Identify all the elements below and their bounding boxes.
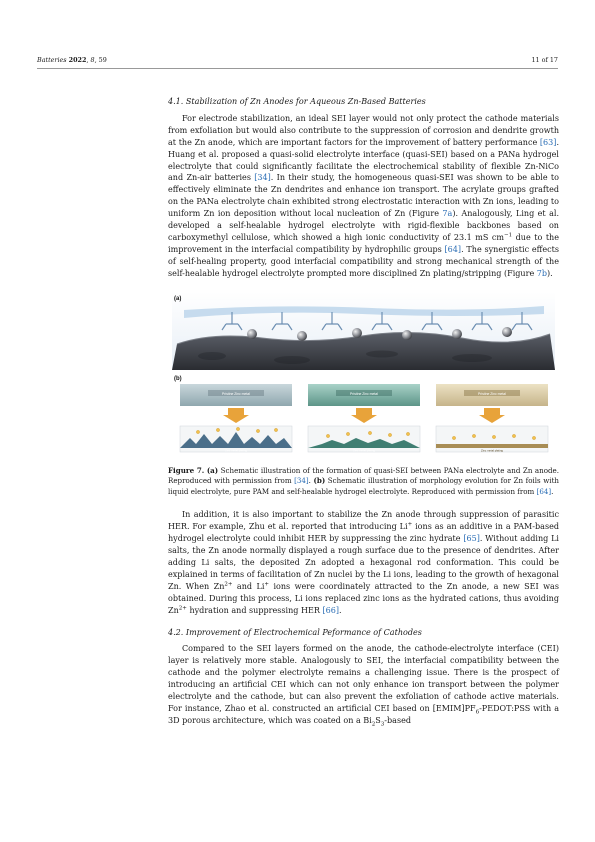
- text-run: ions were coordinately attracted to the Zn anode, a new SEI was obtained. During this process, Li ions replaced zinc ions as the hydrated cations, thus avoiding Zn: [168, 581, 559, 615]
- caption-label: Figure 7.: [168, 465, 205, 475]
- caption-part-label: (b): [313, 476, 326, 486]
- figure-7b-illustration: [172, 374, 555, 454]
- text-run: In addition, it is also important to stabilize the Zn anode through suppression of parasitic HER. For example, Zhu et al. reported that introducing Li: [168, 510, 559, 532]
- text-run: Schematic illustration of the formation of quasi-SEI between PANa electrolyte and Zn anode. Reproduced with permission from: [168, 465, 559, 486]
- figure-7a-label: (a): [174, 295, 182, 302]
- panel-title: Pristine Zinc metal: [478, 391, 506, 396]
- citation-link[interactable]: [65]: [463, 534, 480, 544]
- panel-caption: Zinc metal plating: [225, 447, 247, 452]
- spacer: [168, 497, 559, 509]
- figure-7: [168, 292, 559, 454]
- subscript: 6: [475, 709, 480, 716]
- subscript: 3: [380, 721, 385, 728]
- superscript: +: [407, 521, 413, 528]
- text-run: .: [308, 476, 314, 486]
- text-run: .: [551, 486, 554, 496]
- spacer: [168, 617, 559, 627]
- citation-link[interactable]: [66]: [322, 605, 340, 615]
- text-run: . The synergistic effects of self-healing property, good interfacial compatibility and strong mechanical strength of the self-healable hydrogel electrolyte prompted more disciplined Zn plating/stripping (Figure: [168, 244, 559, 278]
- superscript: −1: [504, 232, 513, 239]
- text-run: . Huang et al. proposed a quasi-solid electrolyte interface (quasi-SEI) based on a PANa hydrogel electrolyte that could significantly facilitate the electrochemical stability of flexible Zn-NiCo and Zn-air batteries: [168, 137, 559, 183]
- text-run: due to the improvement in the interfacial compatibility by hydrophilic groups: [168, 232, 559, 254]
- page-number: 11 of 17: [531, 56, 558, 64]
- panel-caption: Zinc metal plating: [353, 447, 375, 452]
- citation-link[interactable]: [64]: [444, 244, 462, 254]
- panel-title: Pristine Zinc metal: [350, 391, 378, 396]
- text-run: and Li: [232, 581, 265, 591]
- citation-link[interactable]: [63]: [539, 137, 557, 147]
- text-run: ).: [547, 268, 553, 278]
- paragraph-her-suppression: [168, 509, 559, 616]
- main-content: [168, 96, 559, 727]
- figure-7a-illustration: [172, 292, 555, 370]
- text-run: ions as an additive in a PAM-based hydrogel electrolyte could inhibit HER by suppressing the zinc hydrate: [168, 522, 559, 544]
- text-run: -PEDOT:PSS with a 3D porous architecture, which was coated on a Bi: [168, 703, 560, 725]
- caption-part-label: (a): [206, 465, 219, 475]
- journal-name: Batteries: [37, 56, 67, 64]
- figure-7-caption: [168, 466, 559, 498]
- figure-link[interactable]: 7a: [442, 209, 453, 219]
- superscript: +: [264, 581, 270, 588]
- subscript: 2: [371, 721, 376, 728]
- section-heading-4-2: 4.2. Improvement of Electrochemical Peformance of Cathodes: [168, 627, 422, 637]
- text-run: . Without adding Li salts, the Zn anode normally displayed a rough surface due to the presence of dendrites. After adding Li salts, the deposited Zn adopted a hexagonal rod conformation. This could be explained in terms of facilitation of Zn nuclei by the Li ions, leading to the growth of hexagonal Zn. When Zn: [168, 534, 559, 591]
- section-heading-4-1: 4.1. Stabilization of Zn Anodes for Aqueous Zn-Based Batteries: [168, 97, 426, 106]
- text-run: hydration and suppressing HER: [186, 605, 323, 615]
- paragraph-cathode-cei: [168, 643, 559, 726]
- text-run: .: [339, 605, 342, 615]
- page-header: [37, 56, 558, 68]
- text-run: . In their study, the homogeneous quasi-SEI was shown to be able to effectively eliminate the Zn dendrites and enhance ion transport. The acrylate groups grafted on the PANa electrolyte chain exhibited strong electrostatic interaction with Zn ions, leading to uniform Zn ion deposition without local nucleation of Zn (Figure: [168, 173, 559, 219]
- text-run: For electrode stabilization, an ideal SEI layer would not only protect the cathode materials from exfoliation but would also contribute to the suppression of corrosion and dendrite growth at the Zn anode, which are important factors for the improvement of battery performance: [168, 113, 559, 147]
- text-run: ). Analogously, Ling et al. developed a self-healable hydrogel electrolyte with rigid-flexible backbones based on carboxymethyl cellulose, which showed a high ionic conductivity of 23.1 mS cm: [168, 209, 559, 242]
- figure-7b-label: (b): [174, 375, 182, 382]
- paragraph-zn-anode-stabilization: [168, 113, 559, 280]
- superscript: 2+: [224, 581, 233, 588]
- text-run: Schematic illustration of morphology evolution for Zn foils with liquid electrolyte, pure PAM and self-healable hydrogel electrolyte. Reproduced with permission from: [168, 476, 559, 496]
- panel-caption: Zinc metal plating: [481, 447, 503, 452]
- journal-year: 2022: [68, 56, 87, 64]
- citation-link[interactable]: [64]: [536, 486, 552, 496]
- panel-title: Pristine Zinc metal: [222, 391, 250, 396]
- superscript: 2+: [178, 604, 187, 611]
- header-rule: [37, 68, 558, 69]
- journal-volume: 8: [90, 56, 95, 64]
- citation-link[interactable]: [34]: [254, 173, 271, 183]
- text-run: S: [375, 715, 381, 725]
- text-run: -based: [384, 715, 412, 725]
- text-run: Compared to the SEI layers formed on the anode, the cathode-electrolyte interface (CEI) layer is relatively more stable. Analogously to SEI, the interfacial compatibility between the cathode and the polymer electrolyte remains a challenging issue. There is the prospect of introducing an artificial CEI which can not only enhance ion transport between the polymer electrolyte and the cathode, but can also prevent the exfoliation of cathode active materials. For instance, Zhao et al. constructed an artificial CEI based on [EMIM]PF: [168, 644, 559, 713]
- journal-citation: Batteries 2022, 8, 59: [37, 56, 107, 64]
- journal-article: 59: [98, 56, 107, 64]
- figure-link[interactable]: 7b: [536, 268, 548, 278]
- citation-link[interactable]: [34]: [294, 476, 309, 486]
